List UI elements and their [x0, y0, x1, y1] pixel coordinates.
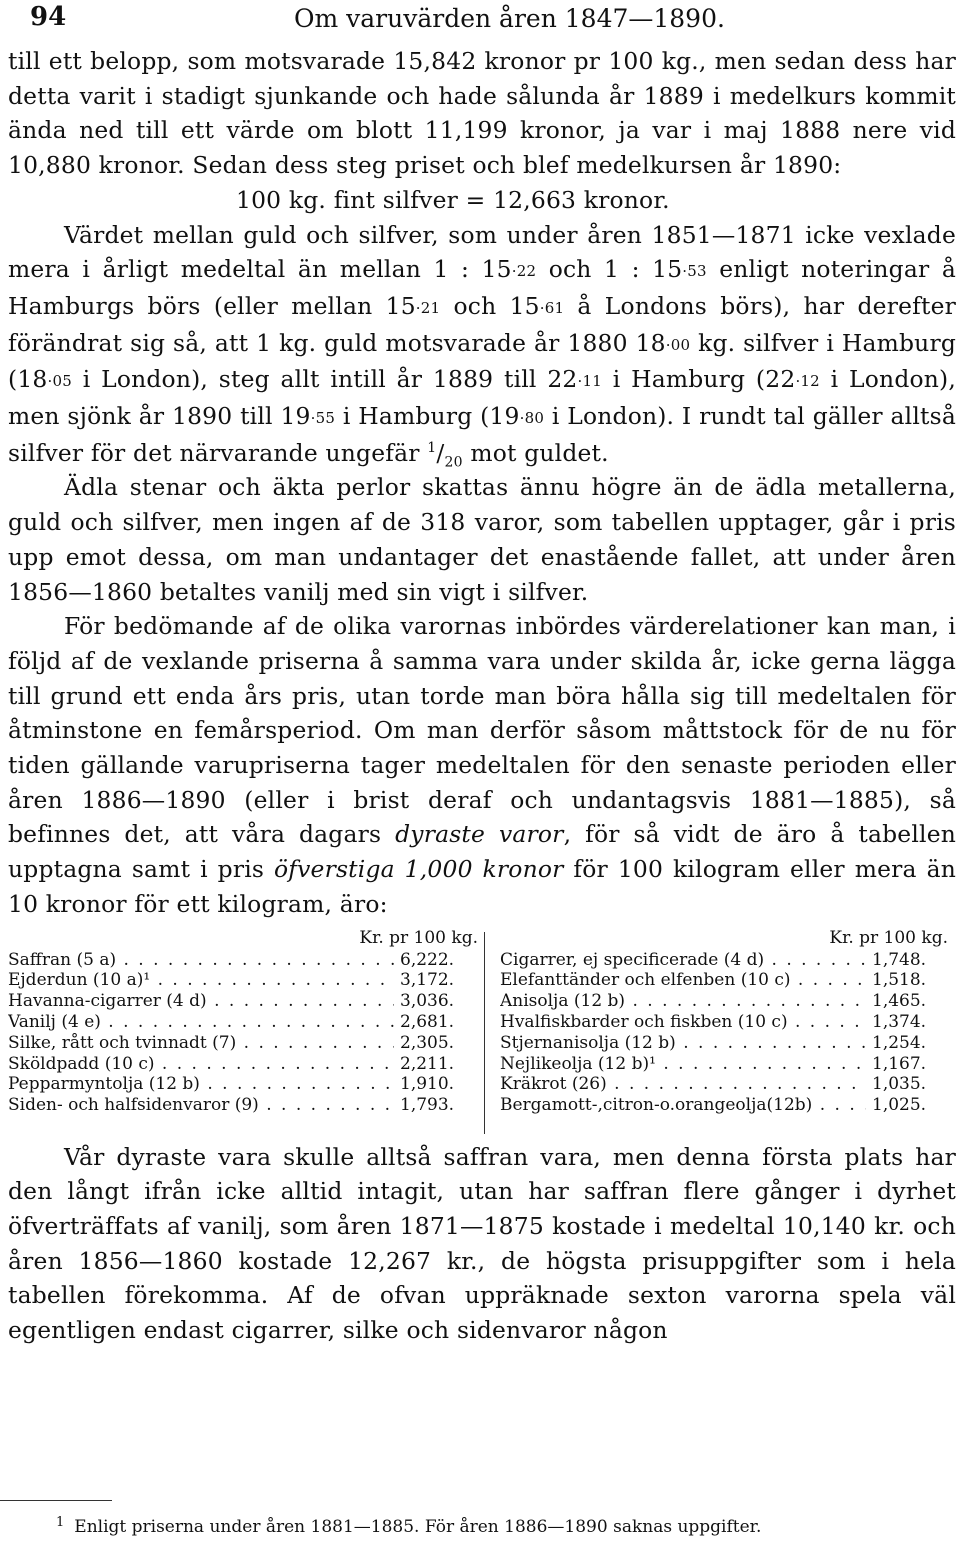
column-header: Kr. pr 100 kg.: [829, 927, 948, 948]
column-divider: [484, 932, 485, 1134]
page-number: 94: [30, 2, 67, 32]
footnote: [56, 1515, 761, 1537]
footnote-rule: [0, 1500, 112, 1501]
paragraph-4: För bedömande af de olika varornas inbördes värderelationer kan man, i följd af de vexlande priserna å samma vara under skilda år, icke gerna lägga till grund ett enda års pris, utan torde man böra hålla sig till medeltalen för åtminstone en femårsperiod. Om man derför såsom måttstock för de nu för tiden gällande varupriserna tager medeltalen för den senaste perioden eller åren 1886—1890 (eller i brist deraf och undantagsvis 1881—1885), så befinnes det, att våra dagars dyraste varor, för så vidt de äro å tabellen upptagna samt i pris öfverstiga 1,000 kronor för 100 kilogram eller mera än 10 kronor för ett kilogram, äro:: [8, 612, 957, 918]
paragraph-2: Värdet mellan guld och silfver, som under åren 1851—1871 icke vexlade mera i årligt medeltal än mellan 1 : 15·22 och 1 : 15·53 enligt noteringar å Hamburgs börs (eller mellan 15·21 och 15·61 å Londons börs), har derefter förändrat sig så, att 1 kg. guld motsvarade år 1880 18·00 kg. silfver i Hamburg (18·05 i London), steg allt intill år 1889 till 22·11 i Hamburg (22·12 i London), men sjönk år 1890 till 19·55 i Hamburg (19·80 i London). I rundt tal gäller alltså silfver för det närvarande ungefär $^1/_{20}$ mot guldet.: [8, 220, 957, 471]
commodity-name: Siden- och halfsidenvaror (9) . . .: [8, 1095, 394, 1116]
paragraph-5: Vår dyraste vara skulle alltså saffran vara, men denna första plats har den långt ifrån icke alltid intagit, utan har saffran flere gånger i dyrhet öfverträffats af vanilj, som åren 1871—1875 kostade i medeltal 10,140 kr. och åren 1856—1860 kostade 12,267 kr., de högsta prisuppgifter som i hela tabellen förekomma. Af de ofvan uppräknade sexton varorna spela väl egentligen endast cigarrer, silke och sidenvaror någon: [8, 1142, 956, 1345]
table-row: [8, 1095, 478, 1116]
commodity-name: Stjernanisolja (12 b) . . .: [500, 1033, 866, 1054]
body-text-continued: [8, 1140, 956, 1348]
price-value: 1,035.: [866, 1074, 948, 1095]
table-row: [8, 970, 478, 991]
table-row: [500, 1074, 948, 1095]
table-row: [500, 950, 948, 971]
commodity-name: Havanna-cigarrer (4 d) . . .: [8, 991, 394, 1012]
price-value: 1,167.: [866, 1054, 948, 1075]
commodity-name: Bergamott-,citron-o.orangeolja(12b) . . .: [500, 1095, 866, 1116]
price-value: 1,374.: [866, 1012, 948, 1033]
page-header: [8, 0, 956, 44]
price-value: 1,025.: [866, 1095, 948, 1116]
price-value: 6,222.: [394, 950, 478, 971]
price-value: 3,036.: [394, 991, 478, 1012]
table-row: [8, 950, 478, 971]
table-row: [500, 1012, 948, 1033]
table-row: [500, 970, 948, 991]
price-table-right-column: [500, 928, 948, 1116]
price-value: 3,172.: [394, 970, 478, 991]
emphasis-dyraste-varor: dyraste varor: [395, 820, 564, 849]
price-value: 1,793.: [394, 1095, 478, 1116]
price-value: 1,518.: [866, 970, 948, 991]
table-row: [8, 1074, 478, 1095]
table-row: [8, 991, 478, 1012]
table-row: [8, 1012, 478, 1033]
emphasis-ofverstiga: öfverstiga 1,000 kronor: [274, 855, 564, 884]
fraction-denominator: 20: [444, 454, 463, 471]
commodity-name: Pepparmyntolja (12 b) . . .: [8, 1074, 394, 1095]
footnote-text: Enligt priserna under åren 1881—1885. För åren 1886—1890 saknas uppgifter.: [74, 1517, 762, 1537]
price-table: [8, 928, 956, 1140]
paragraph-3: Ädla stenar och äkta perlor skattas ännu högre än de ädla metallerna, guld och silfver, men ingen af de 318 varor, som tabellen upptager, går i pris upp emot dessa, om man undantager det enastående fallet, att under åren 1856—1860 betaltes vanilj med sin vigt i silfver.: [8, 473, 956, 606]
commodity-name: Hvalfiskbarder och fiskben (10 c) . . .: [500, 1012, 866, 1033]
price-value: 1,254.: [866, 1033, 948, 1054]
price-table-left-column: [8, 928, 478, 1116]
document-page: [8, 0, 956, 1348]
price-value: 2,305.: [394, 1033, 478, 1054]
price-value: 1,748.: [866, 950, 948, 971]
running-head: Om varuvärden åren 1847—1890.: [294, 4, 725, 33]
footnote-mark: 1: [56, 1515, 65, 1530]
commodity-name: Elefanttänder och elfenben (10 c) . . .: [500, 970, 866, 991]
fraction-numerator: 1: [427, 439, 437, 456]
price-value: 2,211.: [394, 1054, 478, 1075]
table-row: [500, 1054, 948, 1075]
table-row: [8, 1054, 478, 1075]
commodity-name: Cigarrer, ej specificerade (4 d) . . .: [500, 950, 866, 971]
commodity-name: Nejlikeolja (12 b)¹ . . .: [500, 1054, 866, 1075]
table-row: [500, 991, 948, 1012]
commodity-name: Silke, rått och tvinnadt (7) . . .: [8, 1033, 394, 1054]
commodity-name: Kräkrot (26) . . .: [500, 1074, 866, 1095]
commodity-name: Saffran (5 a) . . .: [8, 950, 394, 971]
price-value: 1,465.: [866, 991, 948, 1012]
body-text: [8, 44, 956, 922]
table-row: [500, 1033, 948, 1054]
price-value: 1,910.: [394, 1074, 478, 1095]
commodity-name: Vanilj (4 e) . . .: [8, 1012, 394, 1033]
paragraph-1: till ett belopp, som motsvarade 15,842 kronor pr 100 kg., men sedan dess har detta varit i stadigt sjunkande och hade sålunda år 1889 i medelkurs kommit ända ned till ett värde om blott 11,199 kronor, ja var i maj 1888 nere vid 10,880 kronor. Sedan dess steg priset och blef medelkursen år 1890:: [8, 47, 956, 180]
table-row: [8, 1033, 478, 1054]
commodity-name: Ejderdun (10 a)¹ . . .: [8, 970, 394, 991]
column-header: Kr. pr 100 kg.: [359, 927, 478, 948]
commodity-name: Sköldpadd (10 c) . . .: [8, 1054, 394, 1075]
price-value: 2,681.: [394, 1012, 478, 1033]
table-row: [500, 1095, 948, 1116]
silver-price-formula: 100 kg. fint silfver = 12,663 kronor.: [236, 185, 670, 214]
commodity-name: Anisolja (12 b) . . .: [500, 991, 866, 1012]
